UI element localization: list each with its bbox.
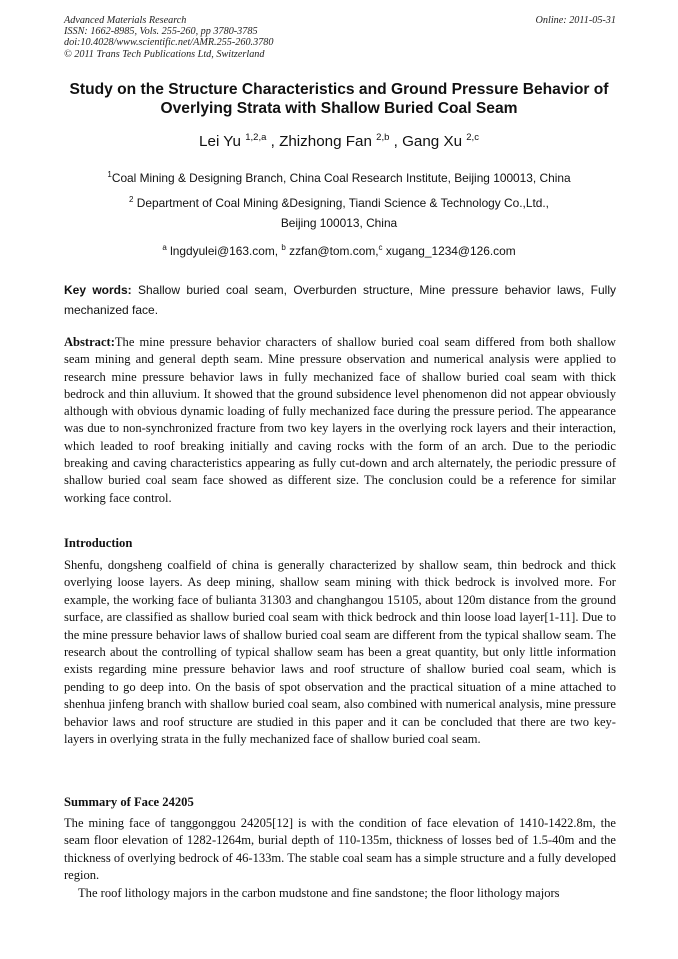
affiliation-2 [40,192,638,211]
issn-line: ISSN: 1662-8985, Vols. 255-260, pp 3780-3785 [64,26,258,38]
summary-heading: Summary of Face 24205 [64,795,194,809]
introduction-heading: Introduction [64,536,133,550]
email-a: lngdyulei@163.com, [170,244,279,258]
paper-title [40,80,638,118]
abstract-label: Abstract: [64,335,115,349]
abstract-block [64,334,616,507]
affiliation-2-text: Department of Coal Mining &Designing, Tiandi Science & Technology Co.,Ltd., [136,196,549,210]
abstract-text: The mine pressure behavior characters of shallow buried coal seam differed from both shallow seam mining and general depth seam. Mine pressure observation and numerical analysis were applied to research mine pressure behavior laws in fully mechanized face of shallow buried coal seam with thick bedrock and thin alluvium. It showed that the ground subsidence level phenomenon did not appear obviously although with obvious dynamic loading of fully mechanized face during the pressure period. The appearance was due to non-synchronized fracture from two key layers in the overlying rock layers and their interaction, which leaded to roof breaking initially and caving rocks with the form of an arch. Due to the periodic breaking and caving characteristics appearing as fully cut-down and arch alternately, the periodic pressure of shallow buried coal seam face showed as different size. The conclusion could be a reference for similar working face control. [64,335,616,505]
author-list [40,128,638,152]
author-superscript: 2,b [376,132,390,143]
title-line-1: Study on the Structure Characteristics and Ground Pressure Behavior of [69,81,609,98]
author-superscript: 2,c [466,132,479,143]
author-superscript: 1,2,a [245,132,267,143]
keywords-block [64,280,616,320]
journal-name: Advanced Materials Research [64,15,187,26]
introduction-paragraph: Shenfu, dongsheng coalfield of china is generally characterized by shallow seam, thin bedrock and thick overlying loose layers. As deep mining, shallow seam mining with thick bedrock is involved more. For example, the working face of bulianta 31303 and changhangou 15105, about 120m distance from the ground surface, are classified as shallow buried coal seam with thick bedrock and thin loose load layer[1-11]. Due to the mine pressure behavior laws of shallow buried coal seam are different from the typical shallow seam. The research about the controlling of typical shallow seam has been a great quantity, but only little information exists regarding mine pressure behavior laws and roof structure of shallow buried coal seam, which is pending to go deep into. On the basis of spot observation and the practical situation of a mine attached to shenhua jinfeng branch with shallow buried coal seam, also combined with numerical analysis, mine pressure behavior laws and roof structure are studied in this paper and it can be concluded that there are two key-layers in overlying strata in the fully mechanized face of shallow buried coal seam. [64,558,616,747]
email-c: xugang_1234@126.com [385,244,516,258]
affiliation-1 [40,167,638,186]
journal-header [64,15,616,60]
copyright-line: © 2011 Trans Tech Publications Ltd, Switzerland [64,48,265,60]
keywords-label: Key words: [64,283,132,297]
author-separator: , [270,133,280,150]
author-name: Zhizhong Fan [279,133,372,150]
doi-line: doi:10.4028/www.scientific.net/AMR.255-260.3780 [64,37,274,49]
email-a-marker: a [162,243,167,252]
author-name: Gang Xu [402,133,463,150]
online-date: Online: 2011-05-31 [535,15,616,26]
summary-paragraph-2: The roof lithology majors in the carbon mudstone and fine sandstone; the floor lithology majors [78,886,560,900]
keywords-text: Shallow buried coal seam, Overburden structure, Mine pressure behavior laws, Fully mechanized face. [64,283,617,317]
affiliation-2-marker: 2 [129,195,134,204]
email-c-marker: c [378,243,383,252]
email-b: zzfan@tom.com, [289,244,379,258]
email-line [40,240,638,259]
affiliation-1-text: Coal Mining & Designing Branch, China Coal Research Institute, Beijing 100013, China [111,171,571,185]
affiliation-2-city: Beijing 100013, China [280,216,398,230]
author-name: Lei Yu [199,133,241,150]
summary-paragraph-1: The mining face of tanggonggou 24205[12] is with the condition of face elevation of 1410-1422.8m, the seam floor elevation of 1282-1264m, burial depth of 110-135m, thickness of losses bed of 1.5-40m and the thickness of overlying bedrock of 46-133m. The stable coal seam has a simple structure and a fully developed region. [64,816,616,883]
title-line-2: Overlying Strata with Shallow Buried Coal Seam [160,100,518,117]
email-b-marker: b [281,243,286,252]
affiliation-1-marker: 1 [107,170,112,179]
author-separator: , [393,133,403,150]
